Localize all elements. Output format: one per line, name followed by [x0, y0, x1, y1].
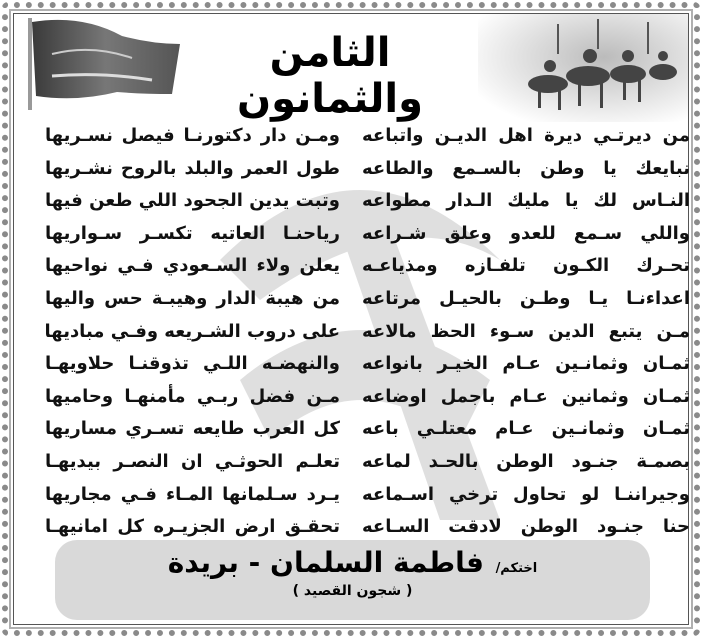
poem-verse: يـرد سـلمانها المـاء فـي مجاريها	[45, 483, 340, 505]
poem-verse: من ديرتـي ديرة اهل الديـن واتباعه	[362, 125, 690, 146]
poem-verse: كل العرب طايعه تسـري مساريها	[45, 418, 340, 440]
poem-verse: اعداءنـا يـا وطـن بالحيـل مرتاعه	[362, 287, 690, 309]
poem-left-column	[45, 120, 340, 544]
author-credit-box	[55, 540, 650, 620]
poem-verse: على دروب الشـريعه وفـي مباديها	[44, 320, 340, 342]
poem-verse: حنا جنـود الوطن لادقت السـاعه	[362, 516, 690, 538]
poem-verse: وتبت يدين الجحود اللي طعن فيها	[45, 190, 340, 212]
author-prefix: اختكم/	[495, 561, 538, 576]
poem-verse: وجيراننـا لو تحاول ترخي اسـماعه	[362, 483, 690, 505]
poem-right-column	[362, 120, 690, 544]
poem-verse: مـن فضل ربـي مأمنهـا وحاميها	[45, 385, 340, 407]
poem-verse: مـن يتبع الدين سـوء الحظ مالاعه	[362, 320, 690, 342]
poem-verse: واللي سـمع للعدو وعلق شـراعه	[362, 222, 690, 244]
poem-verse: تحـرك الكـون تلفـازه ومذياعـه	[362, 255, 690, 277]
poem-verse: طول العمر والبلد بالروح نشـريها	[45, 157, 340, 179]
poem-verse: ثمـان وثمانـين عـام معتلـي باعه	[362, 418, 690, 440]
saudi-flag-image	[22, 14, 182, 110]
poem-title: الثامن والثمانون	[237, 30, 423, 122]
poem-verse: يعلن ولاء السـعودي فـي نواحيها	[45, 255, 340, 277]
poem-verse: رياحنـا العاتيه تكسـر سـواريها	[45, 222, 340, 244]
horsemen-image	[478, 14, 688, 122]
section-name: ( شجون القصيد )	[292, 583, 413, 599]
poem-verse: نبايعك يا وطن بالسـمع والطاعه	[362, 157, 690, 179]
poem-verse: ثمـان وثمانين عـام باجمل اوضاعه	[362, 385, 690, 407]
poem-verse: تحقـق ارض الجزيـره كل امانيهـا	[45, 516, 340, 538]
poem-verse: من هيبة الدار وهيبـة حس واليها	[45, 287, 340, 309]
poem-verse: والنهضـه اللـي تذوقنـا حلاويهـا	[45, 353, 340, 375]
author-name: فاطمة السلمان - بريدة	[167, 546, 484, 579]
poem-verse: بصمـة جنـود الوطن بالحـد لماعه	[362, 450, 690, 472]
poem-verse: تعلـم الحوثـي ان النصـر بيديهـا	[45, 450, 340, 472]
poem-verse: النـاس لك يا مليك الـدار مطواعه	[362, 190, 690, 212]
poem-verse: ومـن دار دكتورنـا فيصل نسـريها	[45, 125, 340, 146]
poem-verse: ثمـان وثمانـين عـام الخيـر بانواعه	[362, 353, 690, 375]
